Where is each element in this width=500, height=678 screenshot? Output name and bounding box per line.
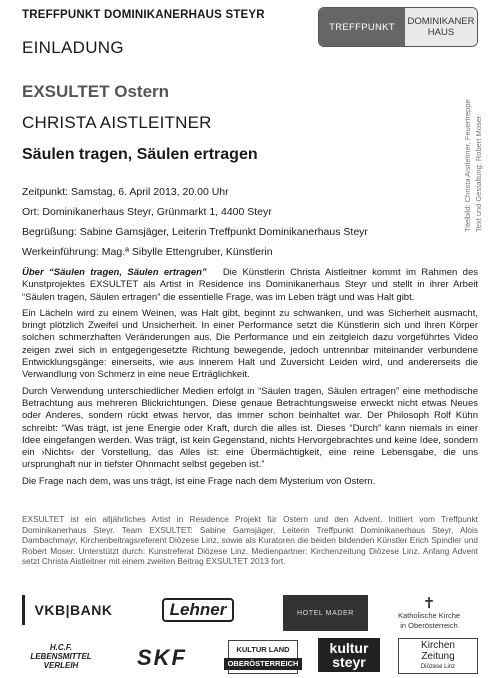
kirchenzeitung-logo: [398, 638, 478, 674]
paragraph-4: Die Frage nach dem, was uns trägt, ist eine Frage nach dem Mysterium von Ostern.: [22, 475, 376, 487]
detail-welcome: Begrüßung: Sabine Gamsjäger, Leiterin Treffpunkt Dominikanerhaus Steyr: [22, 226, 368, 238]
hcf-logo: [22, 640, 100, 672]
skf-label: SKF: [137, 645, 187, 670]
article-body: [22, 267, 478, 492]
kulturland-logo: [228, 640, 298, 674]
church-line-1: Katholische Kirche: [397, 610, 461, 620]
hcf-line-3: VERLEIH: [43, 660, 79, 670]
kultur-steyr-logo: [318, 638, 380, 672]
project-info: EXSULTET ist ein alljährliches Artist in Residence Projekt für Ostern und den Advent. Initiiert vom Treffpunkt Dominikanerhaus Steyr. Team EXSULTET: Sabine Gamsjäger, Leiterin Treffpunkt Dominikanerhaus Steyr, Alois Dambachmayr, Kirchenbeitragsreferent Diözese Linz, sowie als Kuratoren die beiden bildenden Künstler Erich Spindler und Robert Moser. Unterstützt durch: Kunstreferat Diözese Linz. Medienpartner: Kirchenzeitung Diözese Linz. Anfang Advent setzt Christa Aistleitner mit einem zweiten Beitrag EXSULTET 2013 fort.: [22, 514, 478, 567]
church-line-2: in Oberösterreich: [400, 620, 458, 630]
event-title: EXSULTET Ostern: [22, 82, 170, 101]
paragraph-1-text: Die Künstlerin Christa Aistleitner kommt im Rahmen des Kunstprojektes EXSULTET als Artist in Residence ins Dominikanerhaus Steyr und stellt in ihrer Arbeit “Säulen tragen, Säulen ertragen” die essentielle Frage, was im Leben trägt und was Halt gibt.: [22, 267, 479, 303]
hcf-line-1: H.C.F.: [49, 642, 73, 652]
treffpunkt-logo: [318, 7, 478, 47]
artist-name: CHRISTA AISTLEITNER: [22, 113, 212, 132]
logo-left-label: TREFFPUNKT: [319, 8, 405, 46]
work-title: Säulen tragen, Säulen ertragen: [22, 146, 258, 163]
paragraph-3: Durch Verwendung unterschiedlicher Medien erfolgt in “Säulen tragen, Säulen ertragen” eine methodische Betrachtung aus mehreren Blickrichtungen. Diese genaue Betrachtungsweise erweckt nicht etwas Neues oder Anderes, sondern rückt etwas hervor, das immer schon beinhaltet war. Der Philosoph Rolf Kühn schreibt: “Was trägt, ist jene Energie oder Kraft, durch die alles ist. Dieses “Durch” kann niemals in einer Idee eingefangen werden. Was trägt, ist kein Gegenstand, nichts Hervorgebrachtes und keine Idee, sondern ein ›Nichts‹ der Vorstellung, das Alles ist: eine Übermächtigkeit, eine reine Lebensgabe, die uns ursprunghaft nur in tiefster Ohnmacht selbst gegeben ist.”: [22, 385, 478, 471]
logo-right-label: [405, 8, 477, 46]
hotel-label: HOTEL MADER: [297, 609, 354, 617]
skf-logo: [122, 643, 202, 673]
image-credit: [462, 92, 498, 232]
kulturland-line-2: OBERÖSTERREICH: [224, 658, 303, 670]
kz-line-2: Zeitung: [421, 650, 455, 662]
event-details: [22, 182, 368, 262]
detail-place: Ort: Dominikanerhaus Steyr, Grünmarkt 1, 4400 Steyr: [22, 206, 272, 218]
steyr-line-1: kultur: [329, 640, 369, 656]
logo-right-line-1: DOMINIKANER: [407, 16, 475, 27]
vkb-bank-logo: [22, 595, 122, 625]
paragraph-lead: Über “Säulen tragen, Säulen ertragen”: [22, 267, 207, 278]
kz-line-3: Diözese Linz: [420, 663, 456, 670]
organizer-heading: TREFFPUNKT DOMINIKANERHAUS STEYR: [22, 9, 265, 21]
vkb-label: VKB|BANK: [34, 602, 113, 618]
hotel-mader-logo: [283, 595, 368, 631]
credit-line-2: Text und Gestaltung: Robert Moser: [474, 115, 483, 232]
catholic-church-logo: [380, 595, 478, 631]
kz-line-1: Kirchen: [421, 639, 455, 651]
steyr-line-2: steyr: [332, 654, 366, 670]
invitation-heading: EINLADUNG: [22, 38, 124, 57]
paragraph-1: [22, 267, 478, 304]
lehner-logo: [148, 595, 248, 625]
credit-line-1: Titelbild: Christa Aistleitner, Feuertreppe: [463, 99, 472, 232]
paragraph-2: Ein Lächeln wird zu einem Weinen, was Halt gibt, beginnt zu schwanken, und was Sicherheit ausmacht, bringt plötzlich Zweifel und Unsicherheit. In einer Performance setzt die Künstlerin sich und ihren Körper solchen schmerzhaften Veränderungen aus. Die Performance und ein zeitgleich dazu vorgeführtes Video zeigen zwei sich in entgegengesetzte Richtung bewegende, jedoch untrennbar miteinander verbundene Entwicklungsgänge: einerseits, wie aus innerem Halt und Zuversicht Leiden wird, und andererseits die Verwandlung von Schmerz in eine neue Erträglichkeit.: [22, 307, 478, 381]
logo-right-line-2: HAUS: [427, 27, 455, 38]
detail-introduction: Werkeinführung: Mag.ª Sibylle Ettengruber, Künstlerin: [22, 246, 273, 258]
lehner-label: Lehner: [162, 598, 235, 622]
church-icon: ✝: [422, 594, 436, 612]
hcf-line-2: LEBENSMITTEL: [30, 651, 92, 661]
detail-time: Zeitpunkt: Samstag, 6. April 2013, 20.00 Uhr: [22, 186, 229, 198]
kulturland-line-1: KULTUR LAND: [236, 644, 290, 654]
